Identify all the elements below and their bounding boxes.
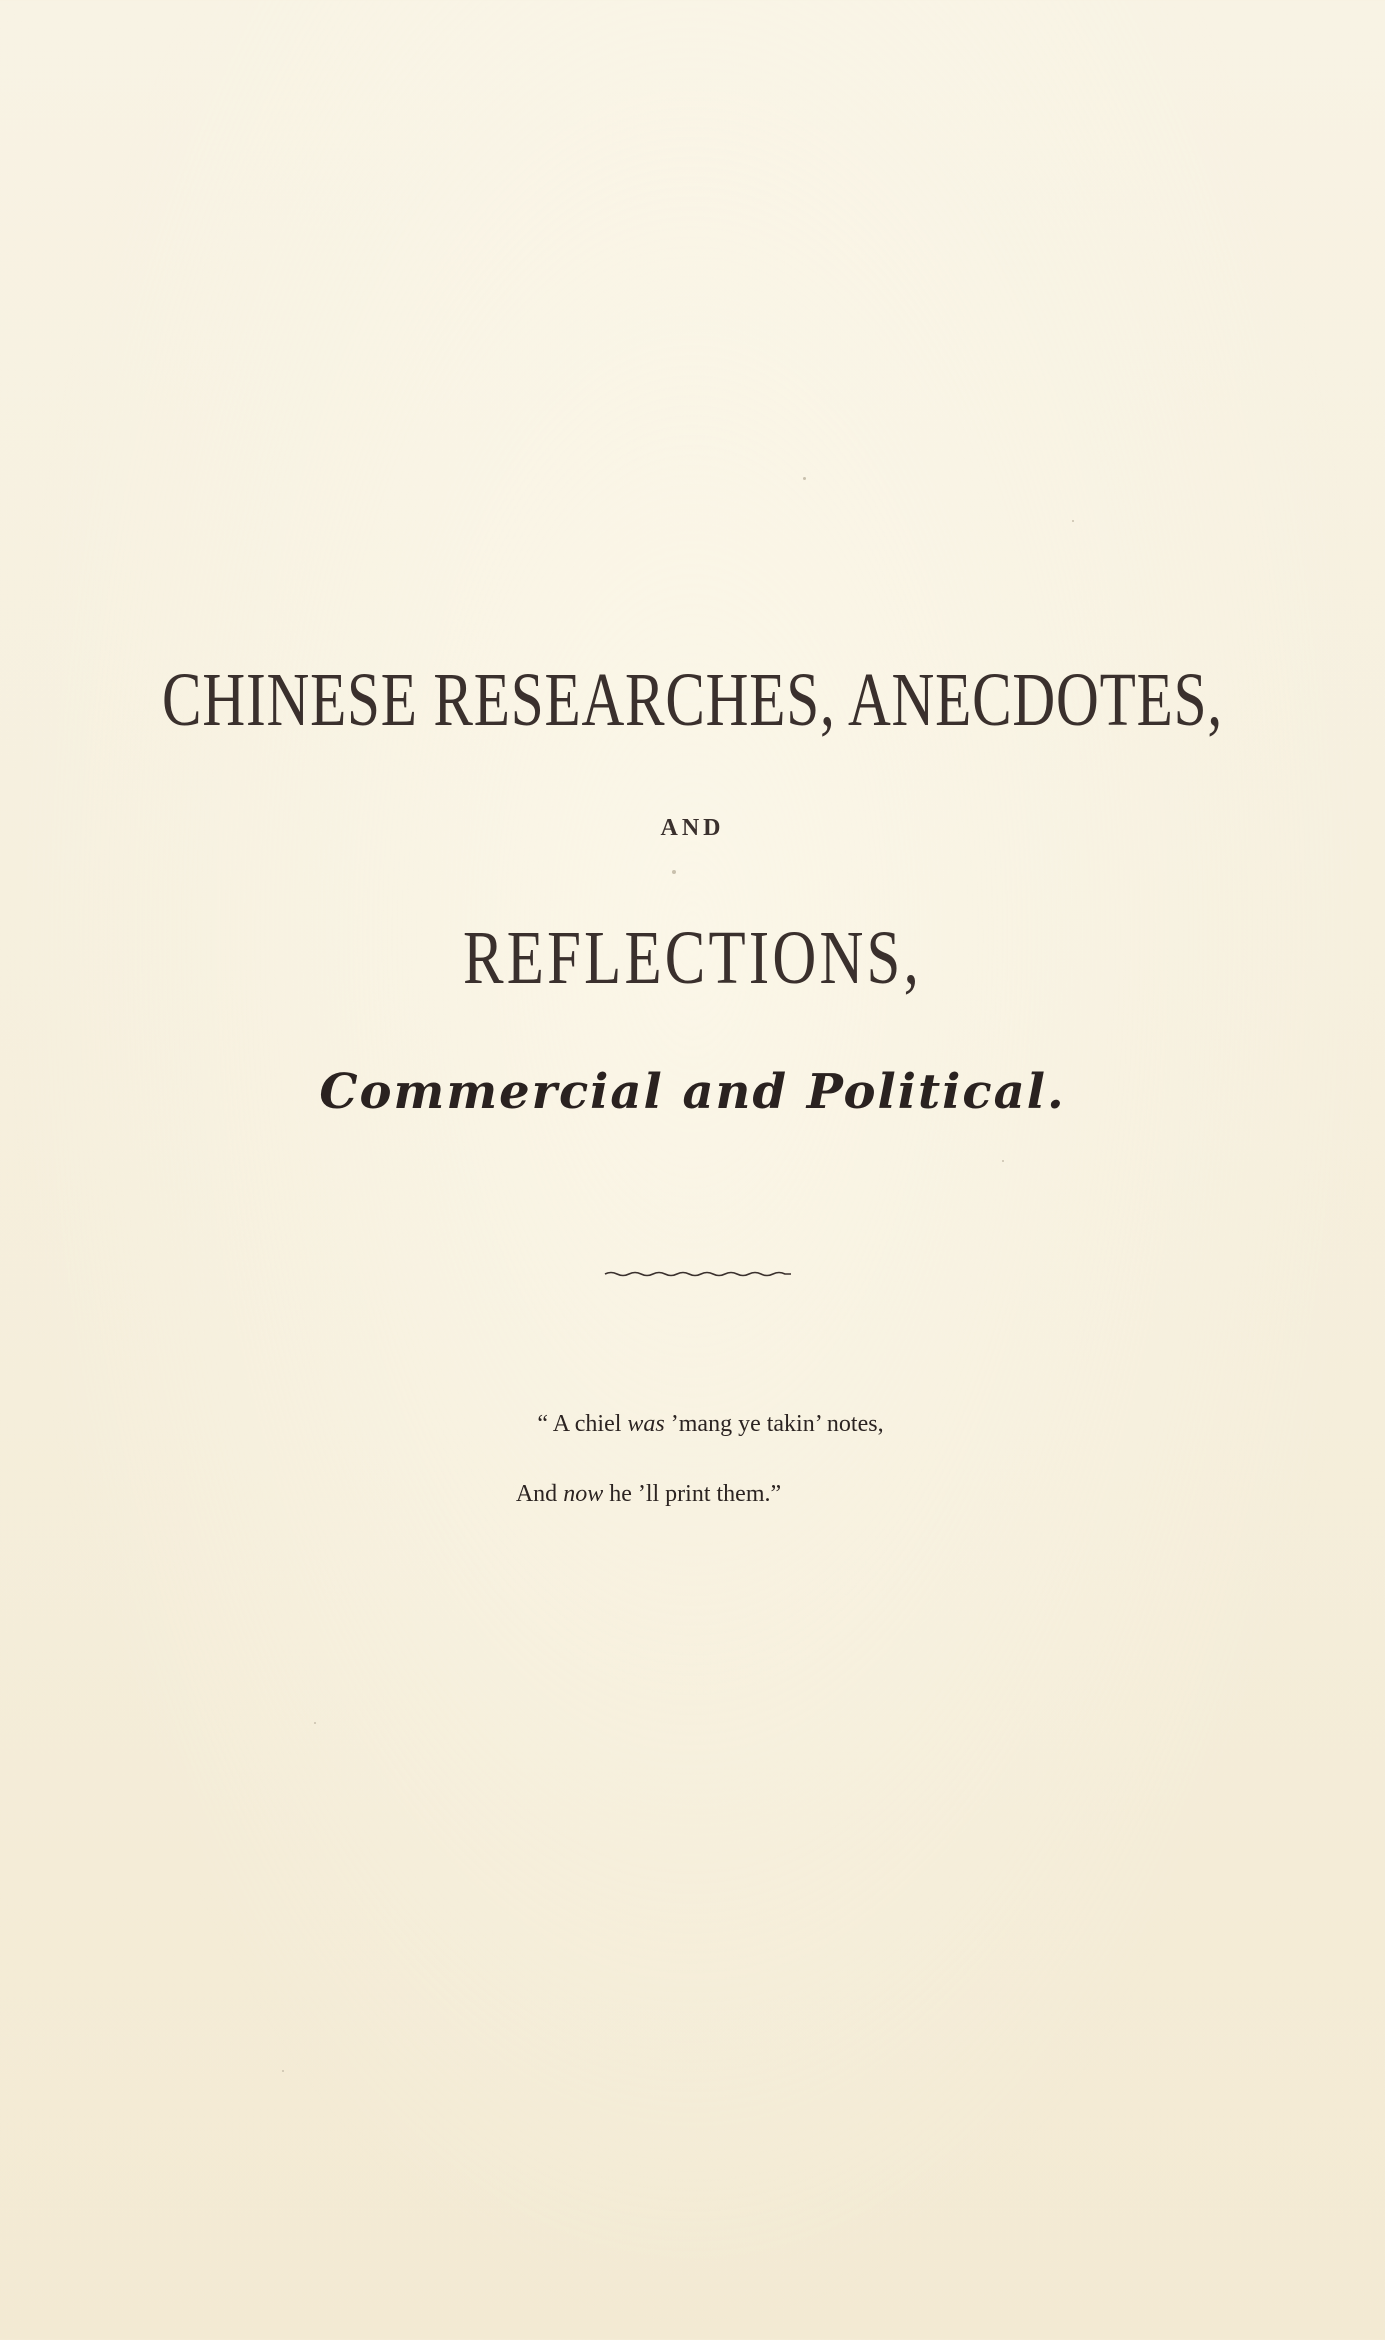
title-conjunction: AND [660,815,725,841]
epigraph-line-1 [0,1412,1385,1436]
paper-speck [1072,520,1074,522]
epigraph-line-1-emphasis: was [627,1411,665,1437]
paper-speck [282,2070,284,2072]
epigraph-line-2-end: he ’ll print them.” [603,1481,782,1507]
epigraph-line-1-start: “ A chiel [537,1411,628,1437]
title-line-2: REFLECTIONS, [463,916,922,1000]
paper-speck [803,477,806,480]
epigraph-line-2-start: And [515,1481,564,1507]
paper-speck [672,870,676,874]
epigraph-line-2 [0,1482,1385,1506]
paper-speck [314,1722,316,1724]
epigraph-line-2-emphasis: now [563,1481,604,1507]
wavy-divider [603,1270,793,1278]
subtitle: Commercial and Political. [319,1064,1066,1120]
epigraph-line-1-end: ’mang ye takin’ notes, [664,1411,884,1437]
title-line-1: CHINESE RESEARCHES, ANECDOTES, [162,658,1223,742]
paper-speck [1002,1160,1004,1162]
